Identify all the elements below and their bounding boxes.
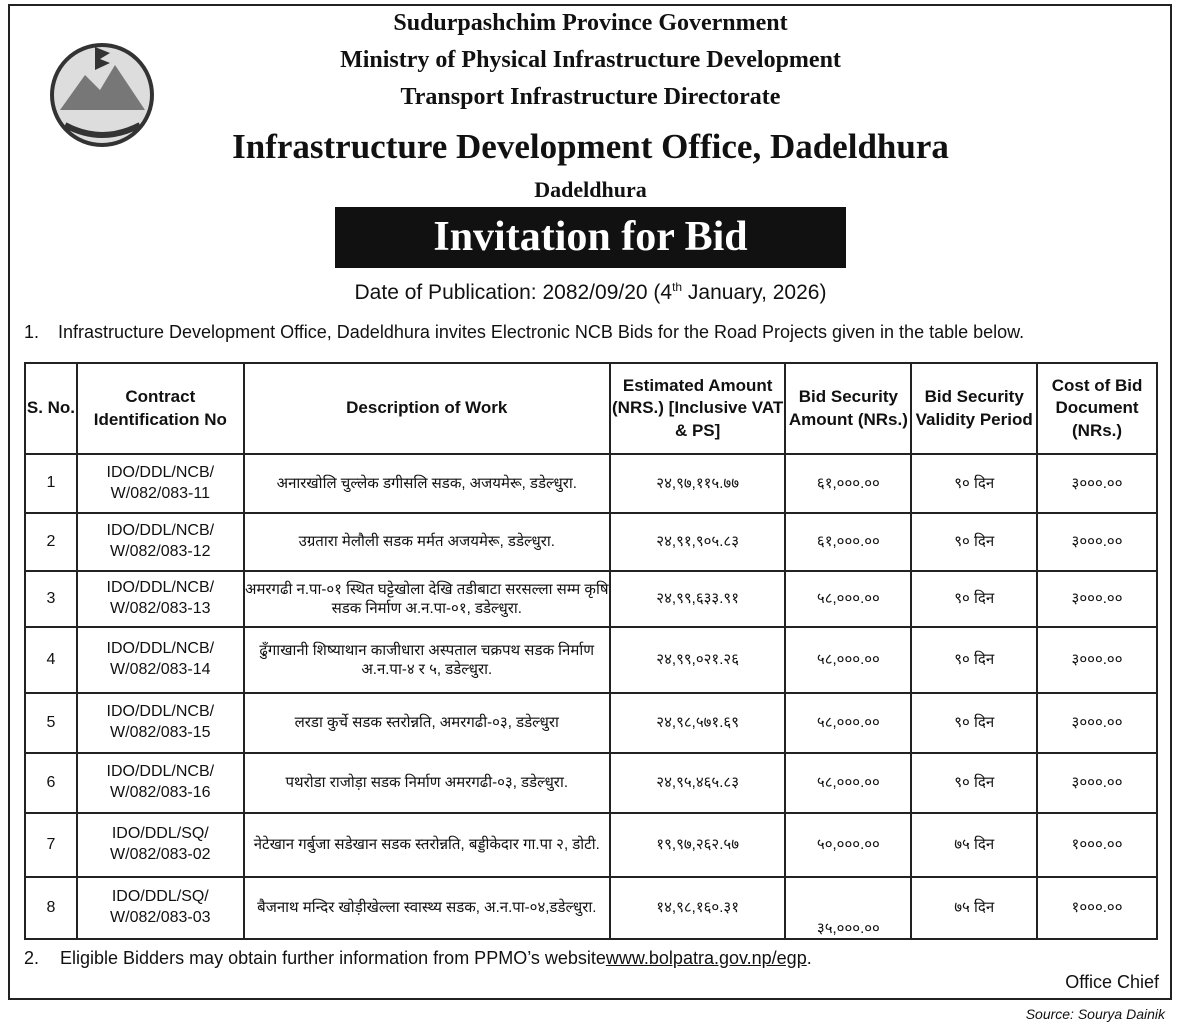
table-cell: ९० दिन (911, 513, 1037, 571)
table-cell: ५८,०००.०० (785, 693, 911, 753)
table-cell: ९० दिन (911, 571, 1037, 627)
para-text: Eligible Bidders may obtain further information from PPMO’s website (60, 948, 606, 968)
table-cell: २४,९९,६३३.९१ (610, 571, 786, 627)
table-cell: ५८,०००.०० (785, 753, 911, 813)
table-row (25, 813, 1157, 877)
pub-sup: th (672, 280, 683, 294)
column-header: S. No. (25, 363, 77, 454)
table-row (25, 454, 1157, 513)
office-name: Infrastructure Development Office, Dadeldhura (232, 127, 949, 166)
table-cell: IDO/DDL/NCB/ W/082/083-14 (77, 627, 244, 693)
source-credit: Source: Sourya Dainik (1025, 1006, 1165, 1022)
table-cell: 1 (25, 454, 77, 513)
table-cell: ढुँगाखानी शिष्याथान काजीधारा अस्पताल चक्रपथ सडक निर्माण अ.न.पा-४ र ५, डडेल्धुरा. (244, 627, 610, 693)
table-row (25, 513, 1157, 571)
table-cell: ५८,०००.०० (785, 571, 911, 627)
paragraph-2 (24, 948, 812, 969)
table-cell: 8 (25, 877, 77, 939)
column-header: Bid Security Amount (NRs.) (785, 363, 911, 454)
table-cell: ७५ दिन (911, 813, 1037, 877)
table-cell: १४,९८,१६०.३१ (610, 877, 786, 939)
office-location: Dadeldhura (534, 177, 647, 202)
table-cell: ३०००.०० (1037, 627, 1157, 693)
table-cell: ७५ दिन (911, 877, 1037, 939)
table-cell: IDO/DDL/NCB/ W/082/083-11 (77, 454, 244, 513)
column-header: Estimated Amount (NRS.) [Inclusive VAT & PS] (610, 363, 786, 454)
para-end: . (806, 948, 812, 968)
table-cell: ६१,०००.०० (785, 513, 911, 571)
province-government: Sudurpashchim Province Government (393, 10, 788, 36)
para-number: 1. (24, 322, 40, 342)
table-cell: लरडा कुर्चे सडक स्तरोन्नति, अमरगढी-०३, डडेल्धुरा (244, 693, 610, 753)
table-cell: २४,९७,११५.७७ (610, 454, 786, 513)
table-cell: ३०००.०० (1037, 571, 1157, 627)
table-cell: 5 (25, 693, 77, 753)
column-header: Description of Work (244, 363, 610, 454)
table-cell: 2 (25, 513, 77, 571)
publication-date (0, 280, 1181, 305)
table-cell: अनारखोलि चुल्लेक डगीसलि सडक, अजयमेरू, डडेल्धुरा. (244, 454, 610, 513)
table-cell: २४,९८,५७१.६९ (610, 693, 786, 753)
table-cell: २४,९५,४६५.८३ (610, 753, 786, 813)
table-cell: ९० दिन (911, 753, 1037, 813)
table-cell: अमरगढी न.पा-०१ स्थित घट्टेखोला देखि तडीबाटा सरसल्ला सम्म कृषि सडक निर्माण अ.न.पा-०१, डडेल्धुरा. (244, 571, 610, 627)
table-cell: IDO/DDL/NCB/ W/082/083-12 (77, 513, 244, 571)
table-cell: 3 (25, 571, 77, 627)
table-cell: बैजनाथ मन्दिर खोड़ीखेल्ला स्वास्थ्य सडक, अ.न.पा-०४,डडेल्धुरा. (244, 877, 610, 939)
table-cell: पथरोडा राजोड़ा सडक निर्माण अमरगढी-०३, डडेल्धुरा. (244, 753, 610, 813)
table-cell: ९० दिन (911, 627, 1037, 693)
pub-prefix: Date of Publication: 2082/09/20 (4 (354, 281, 673, 304)
table-cell: ५८,०००.०० (785, 627, 911, 693)
table-cell: ३०००.०० (1037, 454, 1157, 513)
para-text: Infrastructure Development Office, Dadeldhura invites Electronic NCB Bids for the Road Projects given in the table below. (58, 322, 1025, 342)
table-row (25, 753, 1157, 813)
pub-suffix: January, 2026) (682, 281, 827, 304)
table-cell: IDO/DDL/SQ/ W/082/083-02 (77, 813, 244, 877)
table-cell: १०००.०० (1037, 813, 1157, 877)
table-row (25, 877, 1157, 939)
table-cell: १९,९७,२६२.५७ (610, 813, 786, 877)
table-cell: ९० दिन (911, 454, 1037, 513)
table-cell: ३०००.०० (1037, 753, 1157, 813)
paragraph-1 (24, 322, 1024, 343)
table-cell: ३०००.०० (1037, 513, 1157, 571)
table-cell: नेटेखान गर्बुजा सडेखान सडक स्तरोन्नति, बड्डीकेदार गा.पा २, डोटी. (244, 813, 610, 877)
table-cell: २४,९९,०२१.२६ (610, 627, 786, 693)
table-row (25, 627, 1157, 693)
table-cell: 7 (25, 813, 77, 877)
bolpatra-link[interactable]: www.bolpatra.gov.np/egp (605, 948, 807, 968)
table-cell: ५०,०००.०० (785, 813, 911, 877)
column-header: Contract Identification No (77, 363, 244, 454)
signature: Office Chief (1065, 972, 1159, 992)
table-cell: १०००.०० (1037, 877, 1157, 939)
table-cell: IDO/DDL/NCB/ W/082/083-16 (77, 753, 244, 813)
table-cell: IDO/DDL/NCB/ W/082/083-15 (77, 693, 244, 753)
para-number: 2. (24, 948, 40, 968)
table-cell: ३०००.०० (1037, 693, 1157, 753)
table-row (25, 693, 1157, 753)
table-row (25, 571, 1157, 627)
table-cell: ६१,०००.०० (785, 454, 911, 513)
table-cell: IDO/DDL/SQ/ W/082/083-03 (77, 877, 244, 939)
table-cell: ३५,०००.०० (785, 877, 911, 939)
table-cell: 6 (25, 753, 77, 813)
table-cell: २४,९१,९०५.८३ (610, 513, 786, 571)
notice-title: Invitation for Bid (335, 207, 846, 268)
table-cell: उग्रतारा मेलौली सडक मर्मत अजयमेरू, डडेल्धुरा. (244, 513, 610, 571)
bid-table (24, 362, 1158, 940)
column-header: Bid Security Validity Period (911, 363, 1037, 454)
directorate-name: Transport Infrastructure Directorate (400, 84, 781, 110)
table-cell: 4 (25, 627, 77, 693)
column-header: Cost of Bid Document (NRs.) (1037, 363, 1157, 454)
ministry-name: Ministry of Physical Infrastructure Development (340, 47, 841, 73)
table-cell: IDO/DDL/NCB/ W/082/083-13 (77, 571, 244, 627)
table-cell: ९० दिन (911, 693, 1037, 753)
